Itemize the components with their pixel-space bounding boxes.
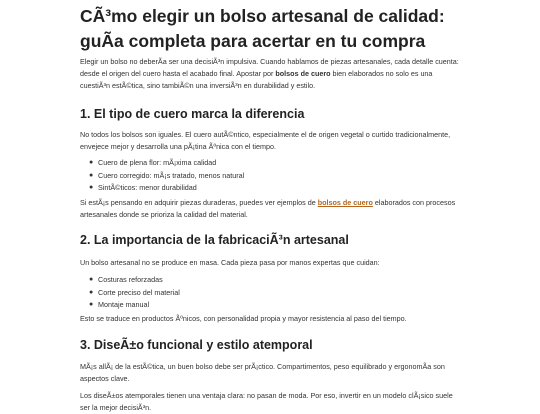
section-2-list — [80, 274, 464, 312]
section-1-after-paragraph: Si estÃ¡s pensando en adquirir piezas duraderas, puedes ver ejemplos de bolsos de cuero elaborados con procesos artesanales donde se prioriza la calidad del material. — [80, 198, 456, 219]
section-2-paragraph: Un bolso artesanal no se produce en masa. Cada pieza pasa por manos expertas que cuidan: — [80, 258, 380, 267]
intro-bold: bolsos de cuero — [275, 69, 331, 78]
bullet-icon: ● — [89, 171, 94, 179]
list-item: ● Corte preciso del material — [98, 287, 464, 300]
list-item: ● Cuero corregido: mÃ¡s tratado, menos natural — [98, 170, 464, 183]
list-item: ● Cuero de plena flor: mÃ¡xima calidad — [98, 157, 464, 170]
bullet-icon: ● — [89, 276, 94, 283]
list-item: ● Costuras reforzadas — [98, 274, 464, 287]
section-3-heading: 3. DiseÃ±o funcional y estilo atemporal — [80, 338, 313, 352]
intro-text-2: bien elaborados no solo es una cuestiÃ³n estÃ©tica, sino tambiÃ©n una inversiÃ³n en durabilidad y estilo. — [80, 69, 433, 90]
section-1-paragraph: No todos los bolsos son iguales. El cuero autÃ©ntico, especialmente el de origen vegetal o curtido tradicionalmente, envejece mejor y desarrolla una pÃ¡tina Ãºnica con el tiempo. — [80, 130, 451, 151]
bullet-icon: ● — [89, 159, 94, 166]
bolsos-de-cuero-link[interactable]: bolsos de cuero — [317, 198, 373, 207]
intro-text-1: Elegir un bolso no deberÃa ser una decisiÃ³n impulsiva. Cuando hablamos de piezas artesanales, cada detalle cuenta: desde el origen del cuero hasta el acabado final. Apostar por — [80, 57, 459, 78]
section-1-list — [80, 157, 464, 195]
bullet-icon: ● — [89, 288, 94, 296]
list-item: ● Montaje manual — [98, 299, 464, 312]
section-2-after-paragraph: Esto se traduce en productos Ãºnicos, con personalidad propia y mayor resistencia al paso del tiempo. — [80, 314, 407, 323]
section-1-heading: 1. El tipo de cuero marca la diferencia — [80, 107, 305, 121]
intro-paragraph — [80, 56, 464, 92]
list-item: ● SintÃ©ticos: menor durabilidad — [98, 182, 464, 195]
bullet-icon: ● — [89, 301, 94, 308]
section-2-heading: 2. La importancia de la fabricaciÃ³n artesanal — [80, 233, 349, 247]
section-3-paragraph-1: MÃ¡s allÃ¡ de la estÃ©tica, un buen bolso debe ser prÃ¡ctico. Compartimentos, peso equilibrado y ergonomÃa son aspectos clave. — [80, 362, 445, 383]
section-3-paragraph-2: Los diseÃ±os atemporales tienen una ventaja clara: no pasan de moda. Por eso, invertir en un modelo clÃ¡sico suele ser la mejor decisiÃ³n. — [80, 391, 453, 412]
bullet-icon: ● — [89, 184, 94, 191]
article-title: CÃ³mo elegir un bolso artesanal de calidad: guÃa completa para acertar en tu compra — [80, 6, 445, 51]
